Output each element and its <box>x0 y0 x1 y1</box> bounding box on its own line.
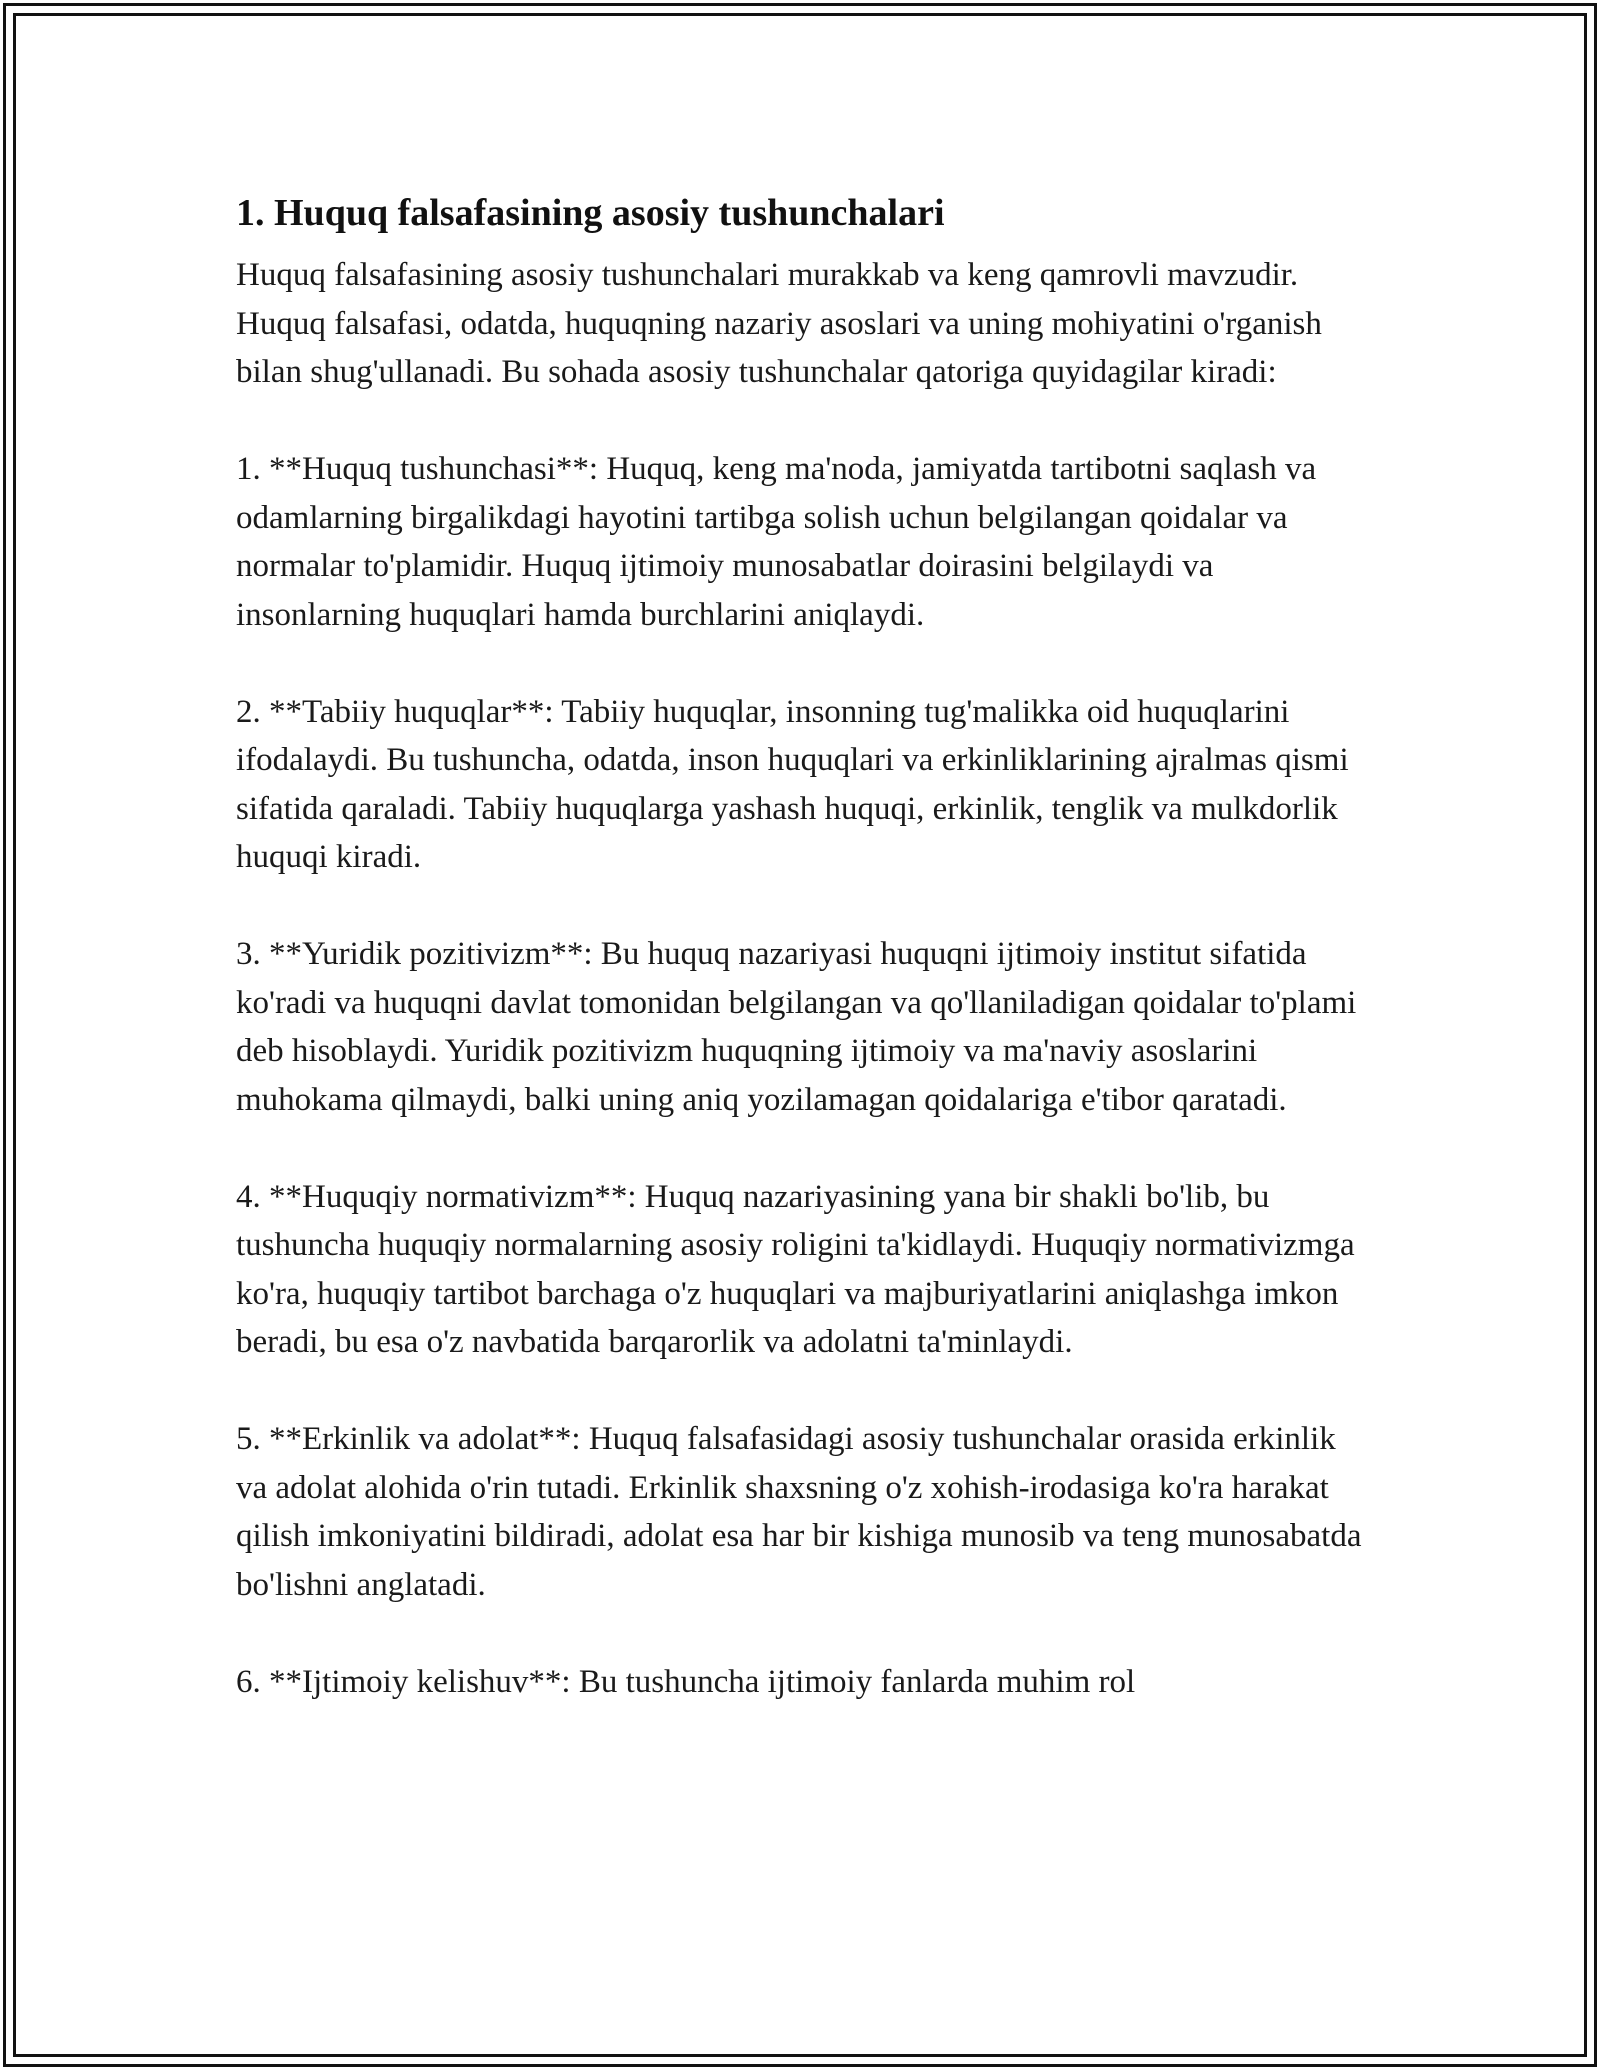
document-body <box>236 185 1366 1755</box>
list-item-ijtimoiy-kelishuv: 6. **Ijtimoiy kelishuv**: Bu tushuncha ijtimoiy fanlarda muhim rol <box>236 1663 1136 1700</box>
section-heading: 1. Huquq falsafasining asosiy tushunchalari <box>236 192 945 234</box>
list-item-yuridik-pozitivizm: 3. **Yuridik pozitivizm**: Bu huquq nazariyasi huquqni ijtimoiy institut sifatida ko'radi va huquqni davlat tomonidan belgilangan va qo'llaniladigan qoidalar to'plami deb hisoblaydi. Yuridik pozitivizm huquqning ijtimoiy va ma'naviy asoslarini muhokama qilmaydi, balki uning aniq yozilamagan qoidalariga e'tibor qaratadi. <box>236 936 1357 1118</box>
intro-paragraph: Huquq falsafasining asosiy tushunchalari murakkab va keng qamrovli mavzudir. Huquq falsafasi, odatda, huquqning nazariy asoslari va uning mohiyatini o'rganish bilan shug'ullanadi. Bu sohada asosiy tushunchalar qatoriga quyidagilar kiradi: <box>236 257 1322 390</box>
list-item-huquq-tushunchasi: 1. **Huquq tushunchasi**: Huquq, keng ma'noda, jamiyatda tartibotni saqlash va odamlarning birgalikdagi hayotini tartibga solish uchun belgilangan qoidalar va normalar to'plamidir. Huquq ijtimoiy munosabatlar doirasini belgilaydi va insonlarning huquqlari hamda burchlarini aniqlaydi. <box>236 451 1317 633</box>
list-item-tabiiy-huquqlar: 2. **Tabiiy huquqlar**: Tabiiy huquqlar, insonning tug'malikka oid huquqlarini ifodalaydi. Bu tushuncha, odatda, inson huquqlari va erkinliklarining ajralmas qismi sifatida qaraladi. Tabiiy huquqlarga yashash huquqi, erkinlik, tenglik va mulkdorlik huquqi kiradi. <box>236 693 1349 875</box>
list-item-huquqiy-normativizm: 4. **Huquqiy normativizm**: Huquq nazariyasining yana bir shakli bo'lib, bu tushuncha huquqiy normalarning asosiy roligini ta'kidlaydi. Huquqiy normativizmga ko'ra, huquqiy tartibot barchaga o'z huquqlari va majburiyatlarini aniqlashga imkon beradi, bu esa o'z navbatida barqarorlik va adolatni ta'minlaydi. <box>236 1178 1355 1360</box>
list-item-erkinlik-va-adolat: 5. **Erkinlik va adolat**: Huquq falsafasidagi asosiy tushunchalar orasida erkinlik va adolat alohida o'rin tutadi. Erkinlik shaxsning o'z xohish-irodasiga ko'ra harakat qilish imkoniyatini bildiradi, adolat esa har bir kishiga munosib va teng munosabatda bo'lishni anglatadi. <box>236 1421 1362 1603</box>
